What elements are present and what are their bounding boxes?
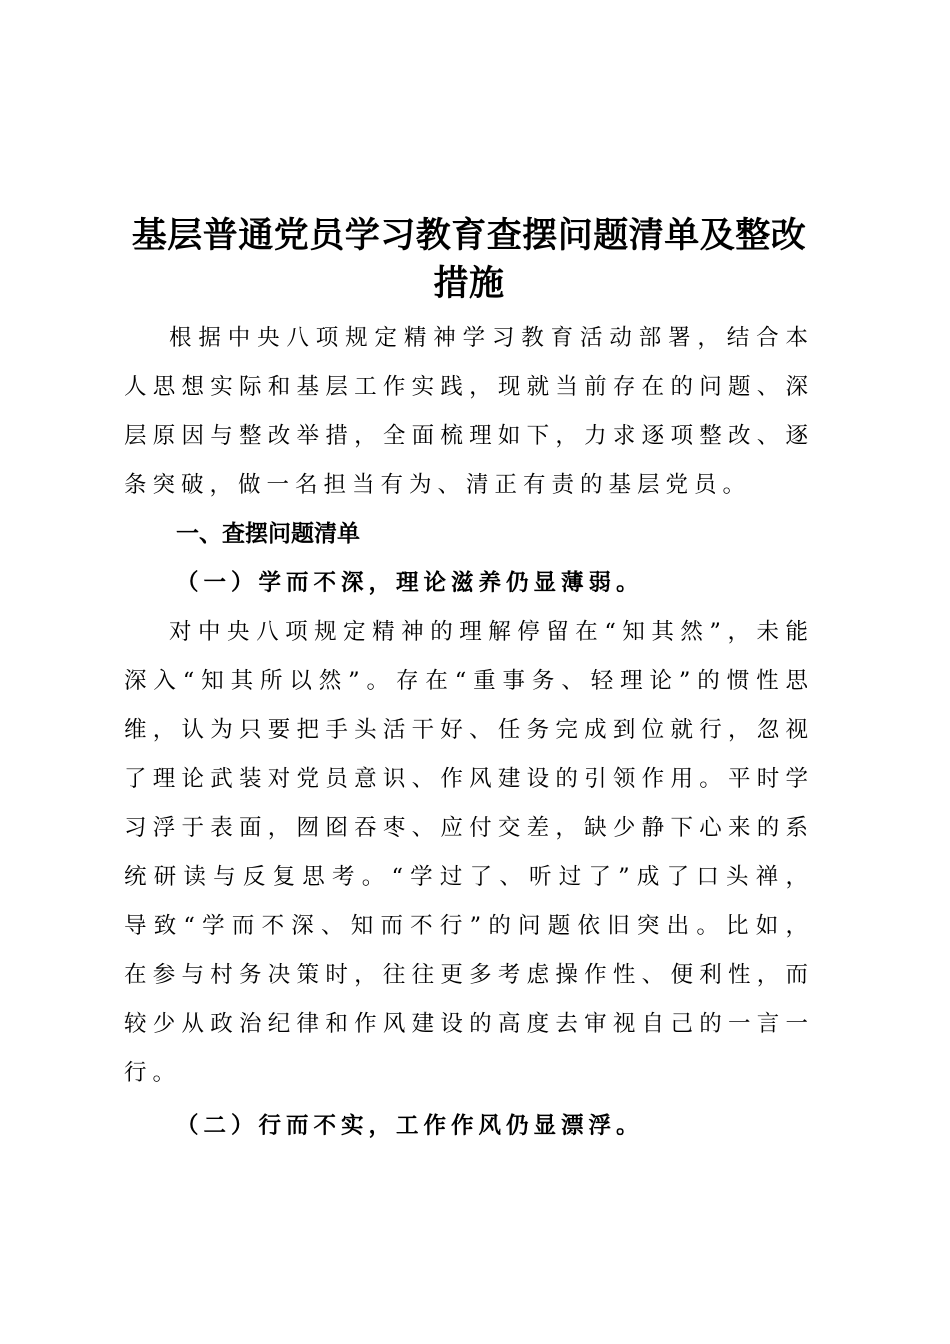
document-page bbox=[124, 212, 814, 1151]
subsection-body-1: 对中央八项规定精神的理解停留在“知其然”，未能深入“知其所以然”。存在“重事务、轻理论”的惯性思维，认为只要把手头活干好、任务完成到位就行，忽视了理论武装对党员意识、作风建设的引领作用。平时学习浮于表面，囫囵吞枣、应付交差，缺少静下心来的系统研读与反复思考。“学过了、听过了”成了口头禅，导致“学而不深、知而不行”的问题依旧突出。比如，在参与村务决策时，往往更多考虑操作性、便利性，而较少从政治纪律和作风建设的高度去审视自己的一言一行。 bbox=[124, 619, 814, 1086]
subsection-heading-1: （一）学而不深，理论滋养仍显薄弱。 bbox=[176, 570, 644, 596]
intro-paragraph: 根据中央八项规定精神学习教育活动部署，结合本人思想实际和基层工作实践，现就当前存在的问题、深层原因与整改举措，全面梳理如下，力求逐项整改、逐条突破，做一名担当有为、清正有责的基层党员。 bbox=[124, 325, 814, 498]
section-heading-1: 一、查摆问题清单 bbox=[176, 521, 360, 547]
subsection-heading-2: （二）行而不实，工作作风仍显漂浮。 bbox=[176, 1113, 644, 1139]
document-title: 基层普通党员学习教育查摆问题清单及整改措施 bbox=[131, 215, 807, 304]
